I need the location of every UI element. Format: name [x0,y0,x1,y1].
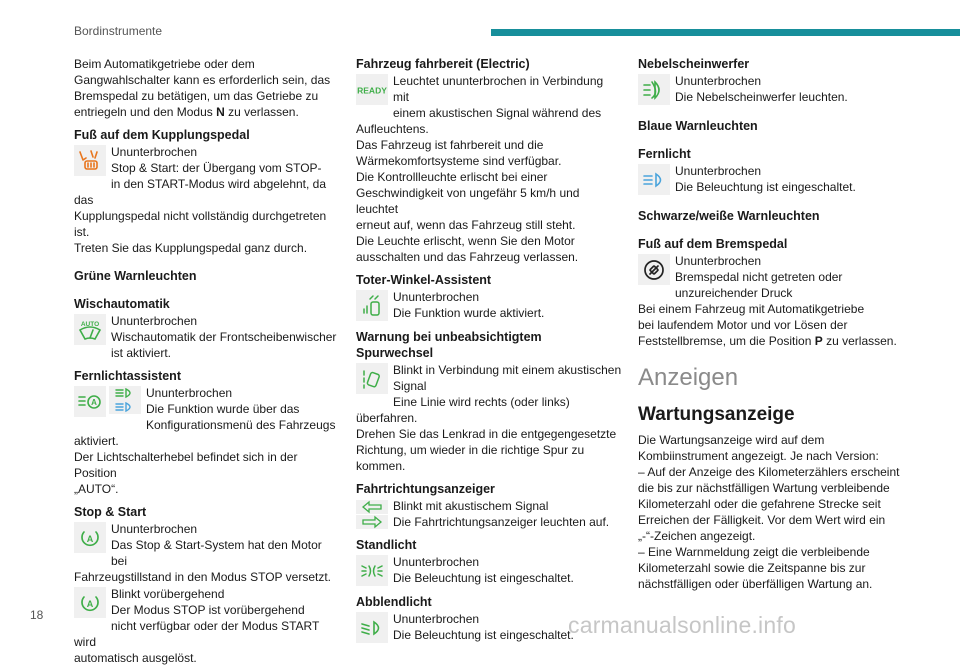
svg-text:A: A [86,598,94,609]
blind-spot-heading: Toter-Winkel-Assistent [356,273,492,287]
svg-text:A: A [86,533,94,544]
high-beam-entry: Ununterbrochen Die Beleuchtung ist eingeschaltet. [638,163,900,196]
clutch-pedal-icon [74,145,106,176]
sidelights-icon [356,555,388,586]
section-title-wartungsanzeige: Wartungsanzeige [638,404,795,425]
intro-text: Beim Automatikgetriebe oder dem Gangwahlschalter kann es erforderlich sein, das Bremspedal zu betätigen, um das Getriebe zu entriegeln und den Modus N zu verlassen. [74,57,331,119]
wiper-entry: AUTO Ununterbrochen Wischautomatik der Frontscheibenwischer ist aktiviert. [74,313,340,361]
header-accent-bar [491,29,960,36]
turn-signal-left-icon [356,500,388,514]
column-middle [356,56,622,644]
sidelights-entry: Ununterbrochen Die Beleuchtung ist eingeschaltet. [356,554,622,587]
green-lights-heading: Grüne Warnleuchten [74,269,197,283]
high-beam-heading: Fernlicht [638,147,691,161]
black-white-lights-heading: Schwarze/weiße Warnleuchten [638,209,820,223]
clutch-entry: Ununterbrochen Stop & Start: der Übergang vom STOP- in den START-Modus wird abgelehnt, da das Kupplungspedal nicht vollständig durchgetreten ist. Treten Sie das Kupplungspedal ganz durch. [74,145,327,255]
high-beam-assist-entry: A Ununterbrochen Die Funktion wurde über das Konfigurationsmenü des Fahrzeugs aktiviert. Der Lichtschalterhebel befindet sich in der Position „AUTO“. [74,386,336,496]
fog-light-icon [638,74,670,105]
svg-text:READY: READY [357,85,387,95]
sidelights-heading: Standlicht [356,538,417,552]
high-beam-assist-heading: Fernlichtassistent [74,369,181,383]
svg-text:A: A [91,397,97,407]
blind-spot-icon [356,290,388,321]
dipped-beam-heading: Abblendlicht [356,595,432,609]
column-left [74,56,340,666]
stop-start-flash-icon [74,587,106,618]
turn-signal-heading: Fahrtrichtungsanzeiger [356,482,495,496]
high-beam-icon-blue [109,400,141,414]
auto-wiper-icon [74,314,106,345]
wiper-heading: Wischautomatik [74,297,170,311]
brake-pedal-icon [638,254,670,285]
blue-lights-heading: Blaue Warnleuchten [638,119,758,133]
high-beam-icon [638,164,670,195]
dipped-beam-entry: Ununterbrochen Die Beleuchtung ist eingeschaltet. [356,611,622,644]
brake-pedal-entry: Ununterbrochen Bremspedal nicht getreten oder unzureichender Druck Bei einem Fahrzeug mit Automatikgetriebe bei laufendem Motor und vor Lösen der Feststellbremse, um die Position P zu verlassen. [638,254,897,348]
dipped-beam-icon [356,612,388,643]
clutch-heading: Fuß auf dem Kupplungspedal [74,128,250,142]
stop-start-heading: Stop & Start [74,505,147,519]
ready-entry: READY Leuchtet ununterbrochen in Verbindung mit einem akustischen Signal während des Aufleuchtens. Das Fahrzeug ist fahrbereit und die Wärmekomfortsysteme sind verfügbar. Die Kontrollleuchte erlischt bei einer Geschwindigkeit von ungefähr 5 km/h und leuchtet erneut auf, wenn das Fahrzeug still steht. Die Leuchte erlischt, wenn Sie den Motor ausschalten und das Fahrzeug verlassen. [356,74,604,264]
brake-pedal-heading: Fuß auf dem Bremspedal [638,237,788,251]
header-section-title: Bordinstrumente [74,24,163,38]
high-beam-assist-icon [74,386,106,417]
stop-start-flash-entry: A Blinkt vorübergehend Der Modus STOP ist vorübergehend nicht verfügbar oder der Modus START wird automatisch ausgelöst. [74,587,320,665]
fog-light-entry: Ununterbrochen Die Nebelscheinwerfer leuchten. [638,73,900,106]
page-number: 18 [30,608,44,622]
lane-departure-heading: Warnung bei unbeabsichtigtem Spurwechsel [356,330,542,360]
ready-icon [356,74,388,105]
lane-departure-entry: Blinkt in Verbindung mit einem akustischen Signal Eine Linie wird rechts (oder links) überfahren. Drehen Sie das Lenkrad in die entgegengesetzte Richtung, um wieder in die richtige Spur zu kommen. [356,363,622,473]
stop-start-icon [74,522,106,553]
svg-text:AUTO: AUTO [80,320,100,328]
maintenance-text: Die Wartungsanzeige wird auf dem Kombiinstrument angezeigt. Je nach Version: – Auf der Anzeige des Kilometerzählers erscheint die bis zur nächstfälligen Wartung verbleibende Kilometerzahl oder die gefahrene Strecke seit Erreichen der Fälligkeit. Vor dem Wert wird ein „-“-Zeichen angezeigt. – Eine Warnmeldung zeigt die verbleibende Kilometerzahl sowie die Zeitspanne bis zur nächstfälligen oder überfälligen Wartung an. [638,433,900,591]
watermark-text: carmanualsonline.info [568,612,796,638]
ready-heading: Fahrzeug fahrbereit (Electric) [356,57,530,71]
fog-light-heading: Nebelscheinwerfer [638,57,750,71]
blind-spot-entry: Ununterbrochen Die Funktion wurde aktiviert. [356,289,622,322]
stop-start-entry: A Ununterbrochen Das Stop & Start-System hat den Motor bei Fahrzeugstillstand in den Modus STOP versetzt. [74,522,332,584]
turn-signal-entry: Blinkt mit akustischem Signal Die Fahrtrichtungsanzeiger leuchten auf. [356,498,622,530]
section-title-anzeigen: Anzeigen [638,364,739,391]
column-right [638,56,900,592]
high-beam-icon-green [109,386,141,400]
lane-departure-icon [356,363,388,394]
turn-signal-right-icon [356,515,388,529]
